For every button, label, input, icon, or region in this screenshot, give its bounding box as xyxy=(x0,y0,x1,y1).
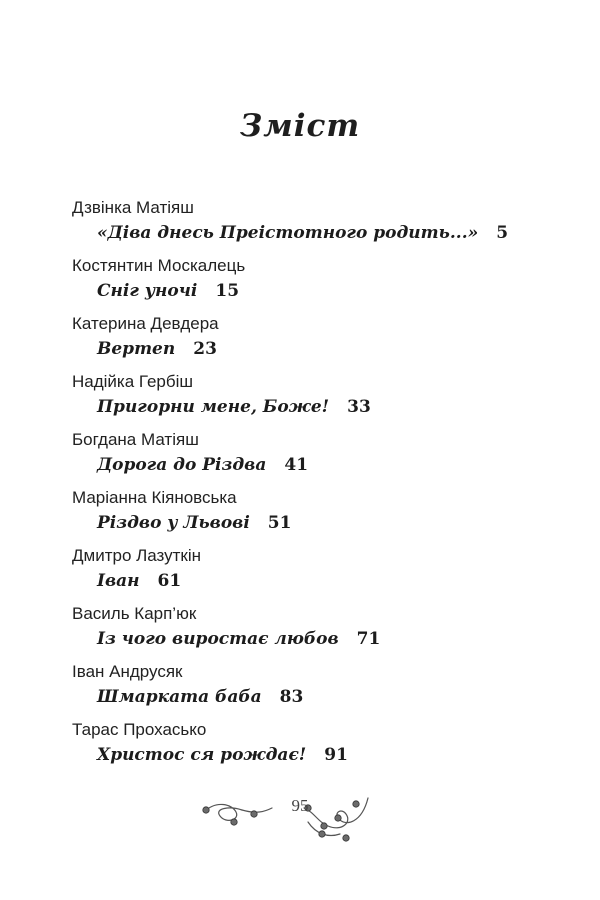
page-ref: 83 xyxy=(279,687,304,707)
author-name: Катерина Девдера xyxy=(72,314,219,333)
work-title xyxy=(97,281,239,301)
work-title-text: Вертеп xyxy=(97,339,176,359)
page-ref: 41 xyxy=(284,455,309,475)
work-title-text: Іван xyxy=(97,571,140,591)
work-title xyxy=(97,571,181,591)
page-ref: 33 xyxy=(347,397,371,417)
page-ref: 15 xyxy=(215,281,240,301)
author-name: Костянтин Москалець xyxy=(72,256,246,275)
work-title xyxy=(97,223,508,243)
author-name: Василь Карп’юк xyxy=(72,604,197,623)
work-title xyxy=(97,397,371,417)
contents-title: Зміст xyxy=(239,108,361,144)
page-ref: 91 xyxy=(324,745,348,765)
work-title-text: Різдво у Львові xyxy=(97,513,250,533)
work-title xyxy=(97,745,348,765)
work-title-text: Сніг уночі xyxy=(97,281,198,301)
work-title-text: Шмаркатa баба xyxy=(97,687,262,707)
work-title xyxy=(97,455,308,475)
page-number: 95 xyxy=(291,796,309,815)
author-name: Тарас Прохасько xyxy=(72,720,207,739)
author-name: Дзвінка Матіяш xyxy=(72,198,194,217)
work-title-text: Христос ся рождає! xyxy=(97,745,307,765)
author-name: Богдана Матіяш xyxy=(72,430,199,449)
work-title-text: Пригорни мене, Боже! xyxy=(97,397,330,417)
work-title xyxy=(97,629,380,649)
page-ref: 61 xyxy=(157,571,182,591)
work-title-text: Дорога до Різдва xyxy=(97,455,267,475)
work-title xyxy=(97,339,217,359)
garland-ornament-icon xyxy=(196,782,376,852)
author-name: Дмитро Лазуткін xyxy=(72,546,202,565)
page-ref: 71 xyxy=(356,629,381,649)
author-name: Маріанна Кіяновська xyxy=(72,488,237,507)
work-title-text: «Діва днесь Преістотного родить...» xyxy=(97,223,479,243)
author-name: Надійка Гербіш xyxy=(72,372,194,391)
work-title xyxy=(97,513,291,533)
author-name: Іван Андрусяк xyxy=(72,662,183,681)
work-title xyxy=(97,687,303,707)
page-ref: 51 xyxy=(267,513,292,533)
page-ref: 23 xyxy=(193,339,217,359)
work-title-text: Із чого виростає любов xyxy=(97,629,339,649)
page-ref: 5 xyxy=(496,223,509,243)
